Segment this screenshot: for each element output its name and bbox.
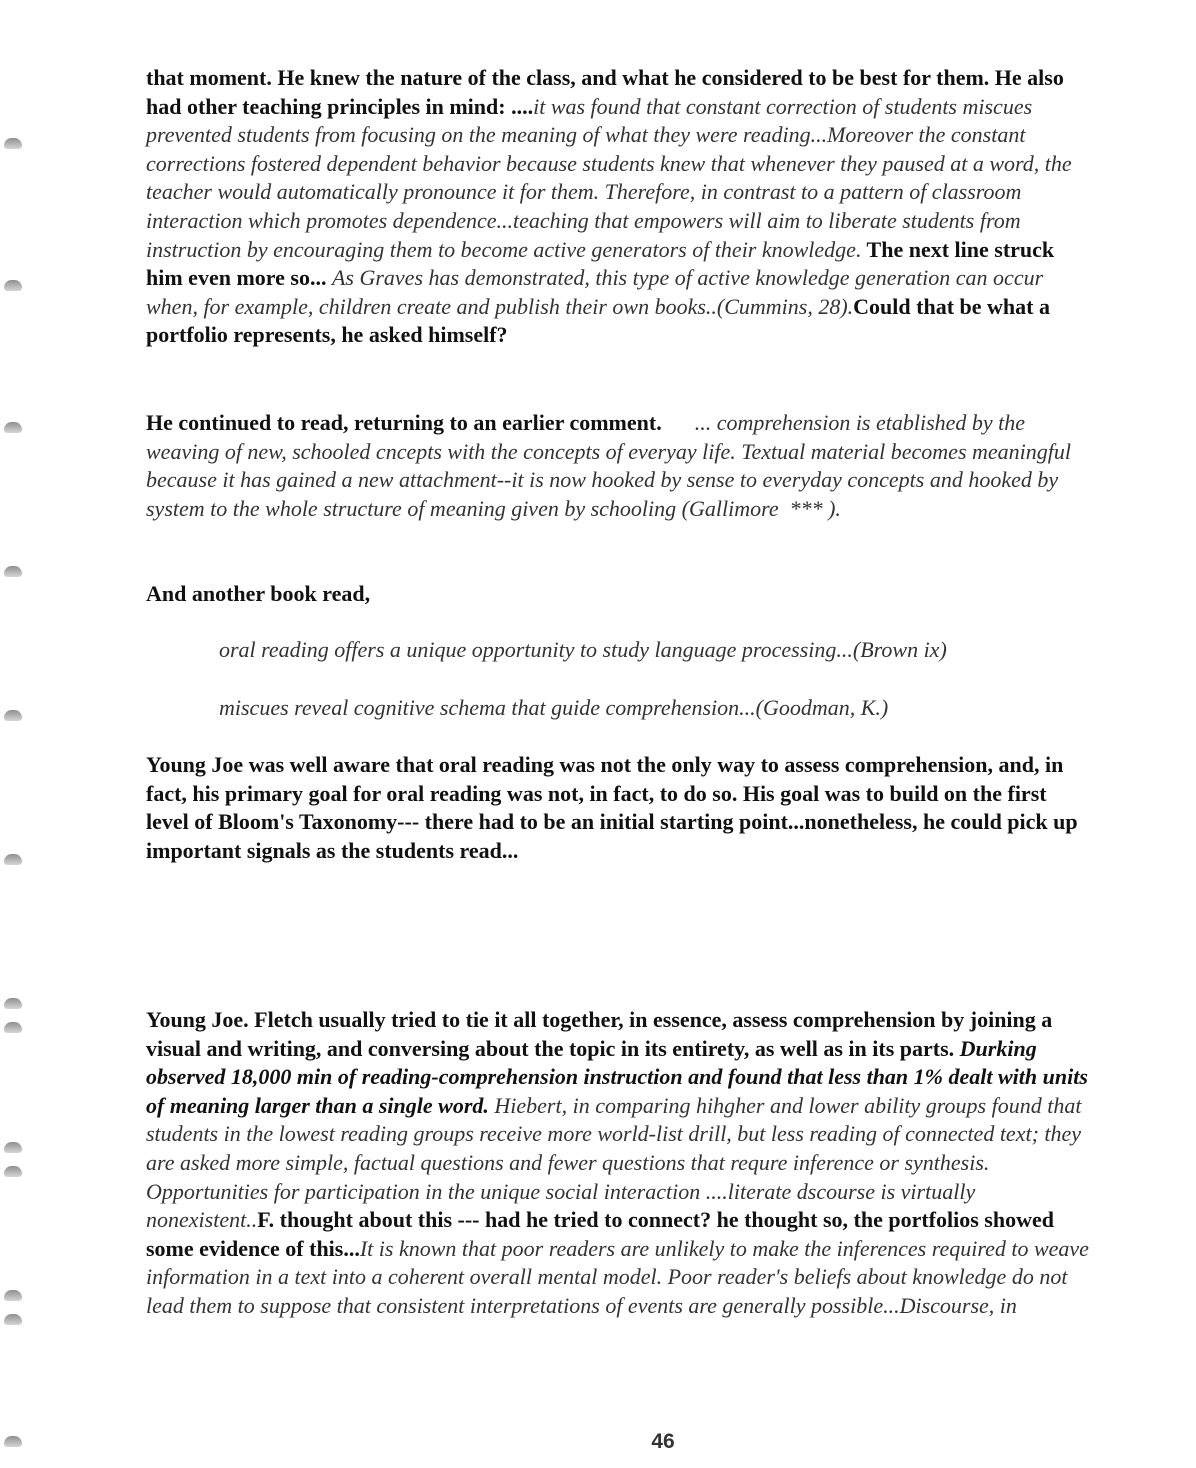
binder-hole (4, 854, 22, 865)
binder-hole (4, 280, 22, 291)
binder-hole (4, 566, 22, 577)
binder-hole (4, 1166, 22, 1177)
italic-quote: As Graves has demonstrated, this type of active knowledge generation can occur when, for example, children create and publish their own books..(Cummins, 28). (146, 265, 1044, 319)
binder-hole (4, 1314, 22, 1325)
paragraph-teaching-principles (146, 64, 1091, 350)
block-quote-goodman: miscues reveal cognitive schema that guide comprehension...(Goodman, K.) (219, 695, 889, 720)
paragraph-young-joe-oral-reading: Young Joe was well aware that oral reading was not the only way to assess comprehension, and, in fact, his primary goal for oral reading was not, in fact, to do so. His goal was to build on the first level of Bloom's Taxonomy--- there had to be an initial starting point...nonetheless, he could pick up important signals as the students read... (146, 752, 1078, 863)
binder-hole (4, 998, 22, 1009)
bold-italic-text: Durking observed 18,000 min of reading-comprehension instruction and found that less than 1% dealt with units of meaning larger than a single word. (146, 1035, 1088, 1118)
paragraph-comprehension (146, 1006, 1091, 1321)
paragraph-earlier-comment (146, 409, 1091, 523)
bold-text: The next line struck him even more so... (146, 236, 1055, 291)
binder-hole (4, 422, 22, 433)
page-number: 46 (651, 1430, 675, 1453)
binder-hole (4, 138, 22, 149)
binder-hole (4, 1142, 22, 1153)
bold-text: Could that be what a portfolio represents, he asked himself? (146, 293, 1050, 348)
italic-quote: ... comprehension is etablished by the weaving of new, schooled cncepts with the concepts of everyay life. Textual material becomes meaningful because it has gained a new attachment--it is now hooked by sense to everyday concepts and hooked by system to the whole structure of meaning given by schooling (Gallimore *** ). (146, 410, 1077, 521)
bold-text: Young Joe. Fletch usually tried to tie it all together, in essence, assess comprehension by joining a visual and writing, and conversing about the topic in its entirety, as well as in its parts. (146, 1007, 1053, 1061)
italic-quote: it was found that constant correction of students miscues prevented students from focusing on the meaning of what they were reading...Moreover the constant corrections fostered dependent behavior because students knew that whenever they paused at a word, the teacher would automatically pronounce it for them. Therefore, in contrast to a pattern of classroom interaction which promotes dependence...teaching that empowers will aim to liberate students from instruction by encouraging them to become active generators of their knowledge. (146, 93, 1072, 262)
italic-quote: Hiebert, in comparing hihgher and lower ability groups found that students in the lowest reading groups receive more world-list drill, but less reading of connected text; they are asked more simple, factual questions and fewer questions that requre inference or synthesis. Opportunities for participation in the unique social interaction ....literate dscourse is virtually nonexistent.. (146, 1092, 1082, 1233)
binder-hole (4, 1022, 22, 1033)
italic-quote: It is known that poor readers are unlikely to make the inferences required to weave information in a text into a coherent overall mental model. Poor reader's beliefs about knowledge do not lead them to suppose that consistent interpretations of events are generally possible...Discourse, in (146, 1235, 1089, 1318)
bold-text: He continued to read, returning to an earlier comment. (146, 410, 662, 435)
block-quote-brown: oral reading offers a unique opportunity to study language processing...(Brown ix) (219, 637, 947, 662)
binder-hole (4, 1290, 22, 1301)
bold-text: F. thought about this --- had he tried to connect? he thought so, the portfolios showed some evidence of this... (146, 1207, 1054, 1261)
bold-text: that moment. He knew the nature of the class, and what he considered to be best for them. He also had other teaching principles in mind: .... (146, 65, 1064, 119)
binder-holes (0, 0, 40, 1468)
binder-hole (4, 710, 22, 721)
paragraph-another-book: And another book read, (146, 581, 371, 606)
